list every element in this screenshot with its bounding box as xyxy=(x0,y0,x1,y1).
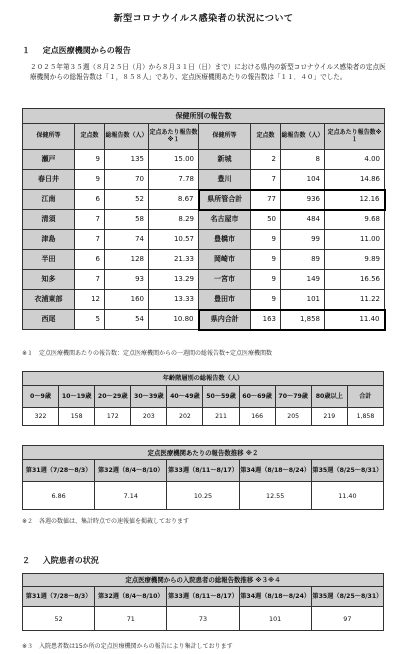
document-title: 新型コロナウイルス感染者の状況について xyxy=(113,14,294,24)
age-group-value: 219 xyxy=(311,408,347,426)
health-center-name: 江南 xyxy=(23,190,75,210)
table-row xyxy=(23,270,385,290)
age-group-value: 202 xyxy=(167,408,203,426)
age-group-value: 205 xyxy=(275,408,311,426)
week-value: 73 xyxy=(167,607,239,631)
summary-paragraph: ２０２５年第３５週（８月２５日（月）から８月３１日（日）まで）における県内の新型コロナウイルス感染者の定点医療機関からの総報告数は「１，８５８人」であり、定点医療機関あたりの報告数は「１１．４０」でした。 xyxy=(30,63,386,82)
age-group-value: 211 xyxy=(203,408,239,426)
health-center-name: 衣浦東部 xyxy=(23,290,75,310)
week-value: 71 xyxy=(95,607,167,631)
age-group-header: 60～69歳 xyxy=(239,386,275,408)
table-cell: 135 xyxy=(105,150,149,170)
week-header: 第31週（7/28～8/3） xyxy=(23,587,95,607)
table-cell: 11.22 xyxy=(325,290,385,310)
table-cell: 128 xyxy=(105,250,149,270)
table-cell: 21.33 xyxy=(149,250,199,270)
table-cell: 16.56 xyxy=(325,270,385,290)
section-1-heading xyxy=(22,46,131,56)
age-group-value: 166 xyxy=(239,408,275,426)
table-cell: 7.78 xyxy=(149,170,199,190)
table-cell: 936 xyxy=(281,190,325,210)
table-cell: 9 xyxy=(251,230,281,250)
table-cell: 50 xyxy=(251,210,281,230)
health-center-table xyxy=(22,108,386,331)
table-cell: 70 xyxy=(105,170,149,190)
table-cell: 13.29 xyxy=(149,270,199,290)
table-cell: 8.29 xyxy=(149,210,199,230)
table-cell: 7 xyxy=(75,230,105,250)
week-value: 6.86 xyxy=(23,482,95,510)
week-header: 第35週（8/25～8/31） xyxy=(311,460,383,482)
table-cell: 163 xyxy=(251,310,281,330)
health-center-name: 豊橋市 xyxy=(199,230,251,250)
week-header: 第35週（8/25～8/31） xyxy=(311,587,383,607)
age-group-header: 30～39歳 xyxy=(131,386,167,408)
week-value: 10.25 xyxy=(167,482,239,510)
health-center-name: 県内合計 xyxy=(199,310,251,330)
week-value: 7.14 xyxy=(95,482,167,510)
table-cell: 11.00 xyxy=(325,230,385,250)
table-cell: 9 xyxy=(251,290,281,310)
table-cell: 89 xyxy=(281,250,325,270)
table-cell: 9 xyxy=(75,170,105,190)
table-row xyxy=(23,150,385,170)
week-header: 第34週（8/18～8/24） xyxy=(239,460,311,482)
age-group-table-title: 年齢階層別の総報告数（人） xyxy=(23,372,384,386)
week-value: 11.40 xyxy=(311,482,383,510)
age-group-value: 1,858 xyxy=(347,408,383,426)
table-cell: 484 xyxy=(281,210,325,230)
table-cell: 1,858 xyxy=(281,310,325,330)
inpatient-trend-table-title: 定点医療機関からの入院患者の総報告数推移 ※３※４ xyxy=(23,574,384,587)
health-center-name: 名古屋市 xyxy=(199,210,251,230)
table-cell: 5 xyxy=(75,310,105,330)
week-value: 97 xyxy=(311,607,383,631)
age-group-value: 203 xyxy=(131,408,167,426)
table-cell: 149 xyxy=(281,270,325,290)
table-row xyxy=(23,290,385,310)
table-cell: 7 xyxy=(75,270,105,290)
table-cell: 12.16 xyxy=(325,190,385,210)
per-site-trend-table xyxy=(22,445,384,510)
table-cell: 7 xyxy=(251,170,281,190)
table-cell: 4.00 xyxy=(325,150,385,170)
age-group-value: 158 xyxy=(59,408,95,426)
health-center-name: 瀬戸 xyxy=(23,150,75,170)
per-site-trend-table-title: 定点医療機関あたりの報告数推移 ※２ xyxy=(23,446,384,460)
health-center-name: 津島 xyxy=(23,230,75,250)
table-cell: 15.00 xyxy=(149,150,199,170)
week-value: 12.55 xyxy=(239,482,311,510)
column-header: 定点あたり報告数※１ xyxy=(149,124,199,150)
note-3: ※３ 入院患者数は15か所の定点医療機関からの報告により集計しております xyxy=(22,643,233,650)
table-cell: 9 xyxy=(251,270,281,290)
table-cell: 54 xyxy=(105,310,149,330)
section-2-number: ２ xyxy=(22,556,30,565)
table-cell: 8.67 xyxy=(149,190,199,210)
column-header: 保健所等 xyxy=(199,124,251,150)
week-header: 第34週（8/18～8/24） xyxy=(239,587,311,607)
week-header: 第32週（8/4～8/10） xyxy=(95,587,167,607)
note-1: ※１ 定点医療機関あたりの報告数：定点医療機関からの一週間の総報告数÷定点医療機関数 xyxy=(22,350,273,357)
table-row xyxy=(23,190,385,210)
column-header: 総報告数（人） xyxy=(105,124,149,150)
health-center-name: 知多 xyxy=(23,270,75,290)
table-row xyxy=(23,250,385,270)
health-center-name: 半田 xyxy=(23,250,75,270)
health-center-name: 豊田市 xyxy=(199,290,251,310)
week-header: 第33週（8/11～8/17） xyxy=(167,460,239,482)
health-center-name: 新城 xyxy=(199,150,251,170)
section-1-title: 定点医療機関からの報告 xyxy=(42,46,131,55)
table-cell: 10.57 xyxy=(149,230,199,250)
column-header: 総報告数（人） xyxy=(281,124,325,150)
table-cell: 101 xyxy=(281,290,325,310)
table-row xyxy=(23,210,385,230)
table-cell: 11.40 xyxy=(325,310,385,330)
section-2-title: 入院患者の状況 xyxy=(42,556,99,565)
table-cell: 14.86 xyxy=(325,170,385,190)
health-center-table-title: 保健所別の報告数 xyxy=(23,109,385,124)
table-row xyxy=(23,310,385,330)
health-center-name: 一宮市 xyxy=(199,270,251,290)
table-cell: 7 xyxy=(75,210,105,230)
table-cell: 9.89 xyxy=(325,250,385,270)
health-center-name: 豊川 xyxy=(199,170,251,190)
table-cell: 52 xyxy=(105,190,149,210)
table-cell: 10.80 xyxy=(149,310,199,330)
table-cell: 99 xyxy=(281,230,325,250)
week-value: 52 xyxy=(23,607,95,631)
note-2: ※２ 各週の数値は、集計時点での速報値を掲載しております xyxy=(22,518,190,525)
table-cell: 74 xyxy=(105,230,149,250)
age-group-value: 322 xyxy=(23,408,59,426)
table-cell: 9 xyxy=(251,250,281,270)
health-center-name: 春日井 xyxy=(23,170,75,190)
week-header: 第33週（8/11～8/17） xyxy=(167,587,239,607)
health-center-name: 清須 xyxy=(23,210,75,230)
table-cell: 2 xyxy=(251,150,281,170)
age-group-value: 172 xyxy=(95,408,131,426)
age-group-header: 合計 xyxy=(347,386,383,408)
week-value: 101 xyxy=(239,607,311,631)
age-group-header: 20～29歳 xyxy=(95,386,131,408)
section-1-number: １ xyxy=(22,46,30,55)
week-header: 第32週（8/4～8/10） xyxy=(95,460,167,482)
column-header: 定点あたり報告数※１ xyxy=(325,124,385,150)
section-2-heading xyxy=(22,556,99,566)
table-cell: 104 xyxy=(281,170,325,190)
health-center-name: 県所管合計 xyxy=(199,190,251,210)
age-group-header: 70～79歳 xyxy=(275,386,311,408)
column-header: 定点数 xyxy=(75,124,105,150)
table-cell: 8 xyxy=(281,150,325,170)
table-cell: 93 xyxy=(105,270,149,290)
age-group-header: 50～59歳 xyxy=(203,386,239,408)
table-row xyxy=(23,230,385,250)
age-group-header: 80歳以上 xyxy=(311,386,347,408)
table-cell: 160 xyxy=(105,290,149,310)
table-cell: 77 xyxy=(251,190,281,210)
age-group-header: 10～19歳 xyxy=(59,386,95,408)
inpatient-trend-table xyxy=(22,573,384,631)
table-cell: 12 xyxy=(75,290,105,310)
table-cell: 6 xyxy=(75,190,105,210)
age-group-table xyxy=(22,371,384,426)
week-header: 第31週（7/28～8/3） xyxy=(23,460,95,482)
age-group-header: 40～49歳 xyxy=(167,386,203,408)
table-cell: 6 xyxy=(75,250,105,270)
column-header: 保健所等 xyxy=(23,124,75,150)
health-center-name: 岡崎市 xyxy=(199,250,251,270)
table-cell: 58 xyxy=(105,210,149,230)
table-cell: 9 xyxy=(75,150,105,170)
table-cell: 13.33 xyxy=(149,290,199,310)
table-row xyxy=(23,170,385,190)
column-header: 定点数 xyxy=(251,124,281,150)
age-group-header: 0～9歳 xyxy=(23,386,59,408)
table-cell: 9.68 xyxy=(325,210,385,230)
health-center-name: 西尾 xyxy=(23,310,75,330)
